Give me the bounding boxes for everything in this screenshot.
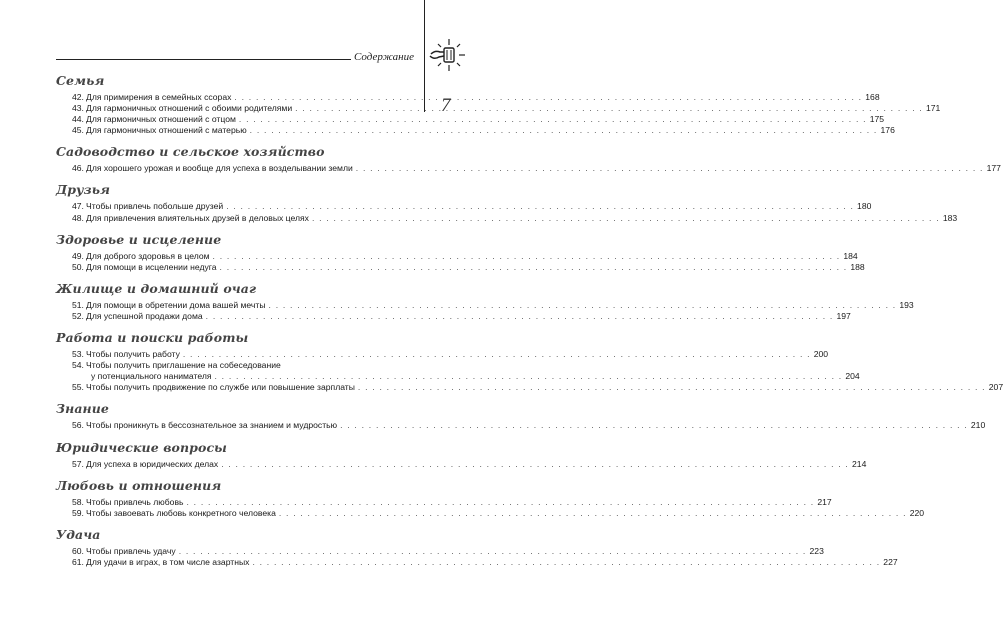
- entry-title: Чтобы проникнуть в бессознательное за знанием и мудростью: [86, 420, 338, 431]
- lamp-icon: [429, 36, 469, 80]
- toc-entry: [56, 349, 829, 360]
- leader-dots: [187, 497, 815, 508]
- leader-dots: [250, 125, 878, 136]
- toc-entry: [56, 420, 986, 431]
- toc-entry: [56, 212, 958, 224]
- toc-entry: [56, 360, 412, 371]
- section-title: Друзья: [56, 182, 111, 198]
- entry-number: 59.: [72, 507, 84, 518]
- toc-section-health: [56, 231, 865, 273]
- toc-section-knowledge: [56, 401, 986, 431]
- entry-number: 54.: [72, 360, 84, 371]
- entry-number: 53.: [72, 349, 84, 360]
- entry-title: Для гармоничных отношений с матерью: [86, 125, 247, 136]
- toc-entry: [56, 382, 1003, 393]
- entry-page: 223: [809, 545, 824, 556]
- entry-page: 183: [942, 212, 958, 223]
- toc-entry: [56, 261, 865, 273]
- section-title: Знание: [56, 401, 109, 417]
- entry-title: Чтобы завоевать любовь конкретного человека: [86, 507, 276, 518]
- leader-dots: [213, 251, 841, 262]
- section-title: Здоровье и исцеление: [56, 231, 222, 247]
- header-rule: [56, 59, 351, 60]
- section-title: Удача: [56, 526, 101, 542]
- entry-number: 61.: [72, 556, 84, 567]
- entry-page: 214: [852, 458, 867, 469]
- entry-page: 180: [857, 201, 872, 212]
- entry-title: Чтобы получить работу: [86, 349, 180, 360]
- toc-section-friends: [56, 182, 958, 223]
- section-title: Садоводство и сельское хозяйство: [56, 144, 325, 160]
- toc-entry-continuation: [56, 371, 860, 382]
- entry-page: 177: [986, 163, 1001, 174]
- entry-page: 204: [845, 371, 860, 382]
- entry-title: Для успешной продажи дома: [86, 310, 203, 321]
- entry-number: 55.: [72, 382, 84, 393]
- entry-page: 197: [836, 310, 851, 321]
- leader-dots: [183, 349, 811, 360]
- page-header-title: Содержание: [354, 51, 415, 63]
- toc-entry: [56, 103, 941, 114]
- toc-entry: [56, 496, 832, 508]
- toc-entry: [56, 310, 851, 322]
- table-of-contents: [56, 73, 1003, 576]
- entry-page: 175: [869, 114, 885, 125]
- entry-title-continuation: у потенциального нанимателя: [91, 371, 212, 382]
- leader-dots: [269, 300, 897, 311]
- section-title: Любовь и отношения: [56, 477, 222, 493]
- entry-number: 46.: [72, 163, 84, 174]
- leader-dots: [220, 262, 848, 273]
- toc-section-work: [56, 330, 1003, 393]
- entry-number: 47.: [72, 201, 84, 212]
- toc-entry: [56, 125, 895, 136]
- entry-page: 176: [880, 125, 895, 136]
- entry-page: 207: [988, 382, 1003, 393]
- leader-dots: [295, 103, 923, 114]
- entry-page: 217: [817, 496, 832, 507]
- entry-title: Для гармоничных отношений с обоими родителями: [86, 103, 293, 114]
- entry-number: 58.: [72, 496, 84, 507]
- entry-page: 171: [925, 103, 941, 114]
- leader-dots: [358, 382, 986, 393]
- entry-number: 45.: [72, 125, 84, 136]
- toc-section-legal: [56, 439, 867, 470]
- entry-number: 43.: [72, 103, 84, 114]
- toc-entry: [56, 507, 925, 519]
- entry-page: 184: [843, 250, 858, 261]
- leader-dots: [206, 311, 834, 322]
- toc-entry: [56, 545, 824, 557]
- toc-entry: [56, 163, 1001, 174]
- entry-number: 48.: [72, 212, 84, 223]
- entry-page: 188: [850, 261, 865, 272]
- toc-entry: [56, 299, 914, 311]
- entry-title: Для гармоничных отношений с отцом: [86, 114, 236, 125]
- leader-dots: [226, 201, 854, 212]
- entry-page: 200: [813, 349, 829, 360]
- toc-section-love: [56, 477, 925, 519]
- leader-dots: [252, 557, 880, 568]
- entry-title: Для привлечения влиятельных друзей в деловых целях: [86, 212, 309, 223]
- entry-page: 193: [899, 299, 914, 310]
- entry-title: Для помощи в исцелении недуга: [86, 261, 217, 272]
- toc-entry: [56, 201, 872, 212]
- leader-dots: [356, 163, 984, 174]
- entry-title: Для хорошего урожая и вообще для успеха в возделывании земли: [86, 163, 353, 174]
- section-title: Юридические вопросы: [56, 439, 227, 455]
- section-title: Семья: [56, 73, 105, 88]
- entry-title: Чтобы привлечь побольше друзей: [86, 201, 224, 212]
- toc-section-family: [56, 73, 941, 136]
- entry-title: Чтобы получить продвижение по службе или повышение зарплаты: [86, 382, 355, 393]
- toc-entry: [56, 114, 885, 125]
- leader-dots: [312, 213, 940, 224]
- leader-dots: [239, 114, 867, 125]
- entry-page: 220: [909, 507, 925, 518]
- entry-number: 57.: [72, 458, 84, 469]
- entry-title: Чтобы привлечь удачу: [86, 545, 176, 556]
- entry-title: Чтобы получить приглашение на собеседование: [86, 360, 281, 371]
- entry-number: 42.: [72, 92, 84, 102]
- entry-number: 60.: [72, 545, 84, 556]
- leader-dots: [234, 92, 862, 103]
- entry-title: Чтобы привлечь любовь: [86, 496, 184, 507]
- toc-section-home: [56, 280, 914, 322]
- leader-dots: [215, 371, 843, 382]
- entry-title: Для помощи в обретении дома вашей мечты: [86, 299, 266, 310]
- entry-title: Для успеха в юридических делах: [86, 458, 219, 469]
- entry-title: Для удачи в играх, в том числе азартных: [86, 556, 250, 567]
- toc-entry: [56, 250, 858, 262]
- entry-number: 44.: [72, 114, 84, 125]
- entry-number: 50.: [72, 261, 84, 272]
- leader-dots: [340, 420, 968, 431]
- entry-number: 51.: [72, 299, 84, 310]
- toc-entry: [56, 556, 898, 568]
- entry-number: 49.: [72, 250, 84, 261]
- toc-section-luck: [56, 526, 898, 568]
- entry-page: 168: [865, 92, 880, 102]
- entry-title: Для доброго здоровья в целом: [86, 250, 210, 261]
- section-title: Работа и поиски работы: [56, 330, 249, 346]
- entry-number: 52.: [72, 310, 84, 321]
- entry-number: 56.: [72, 420, 84, 431]
- leader-dots: [179, 546, 807, 557]
- entry-page: 210: [970, 420, 986, 431]
- toc-entry: [56, 458, 867, 470]
- leader-dots: [221, 459, 849, 470]
- entry-title: Для примирения в семейных ссорах: [86, 92, 232, 102]
- toc-entry: [56, 92, 880, 103]
- toc-section-gardening: [56, 144, 1001, 174]
- section-title: Жилище и домашний очаг: [56, 280, 257, 296]
- leader-dots: [279, 508, 907, 519]
- page-number: 7: [441, 95, 451, 116]
- entry-page: 227: [883, 556, 898, 567]
